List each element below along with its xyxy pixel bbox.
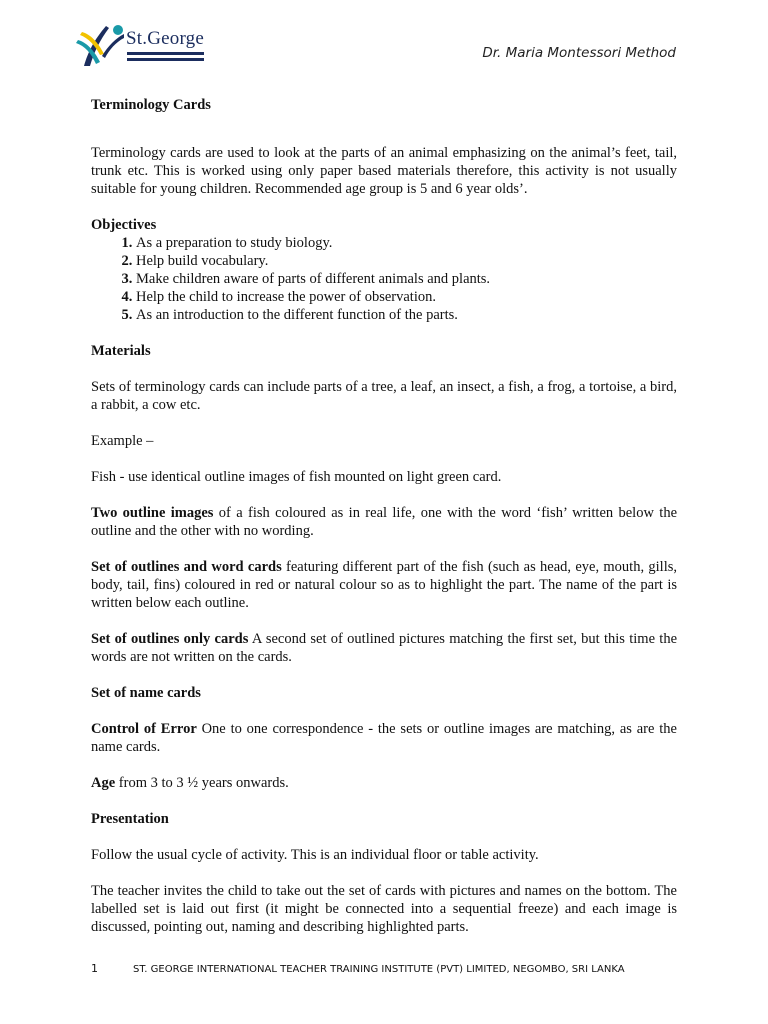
outlines-only-text: A second set of outlined pictures matching the first set, but this time the words are not written on the cards. xyxy=(91,631,678,665)
presentation-paragraph-2: The teacher invites the child to take out the set of cards with pictures and names on the bottom. The labelled set is laid out first (it might be connected into a sequential freeze) and each image is discussed, pointing out, naming and describing highlighted parts. xyxy=(91,883,677,935)
intro-paragraph: Terminology cards are used to look at the parts of an animal emphasizing on the animal’s feet, tail, trunk etc. This is worked using only paper based materials therefore, this activity is not usually suitable for young children. Recommended age group is 5 and 6 year olds’. xyxy=(91,145,677,197)
materials-paragraph: Sets of terminology cards can include parts of a tree, a leaf, an insect, a fish, a frog, a tortoise, a bird, a rabbit, a cow etc. xyxy=(91,379,677,413)
logo xyxy=(76,22,208,68)
list-item: 2. Help build vocabulary. xyxy=(136,252,677,270)
control-paragraph xyxy=(91,720,677,756)
list-item: 4. Help the child to increase the power of observation. xyxy=(136,288,677,306)
objectives-heading: Objectives xyxy=(91,217,157,233)
outlines-only-label: Set of outlines only cards xyxy=(91,631,249,647)
logo-text: St.George xyxy=(126,28,204,49)
header-title: Dr. Maria Montessori Method xyxy=(482,45,676,61)
control-label: Control of Error xyxy=(91,721,197,737)
presentation-paragraph-1: Follow the usual cycle of activity. This is an individual floor or table activity. xyxy=(91,847,539,863)
fish-paragraph: Fish - use identical outline images of fish mounted on light green card. xyxy=(91,469,502,485)
control-text: One to one correspondence - the sets or outline images are matching, as are the name cards. xyxy=(91,721,677,755)
footer-text: ST. GEORGE INTERNATIONAL TEACHER TRAINING INSTITUTE (PVT) LIMITED, NEGOMBO, SRI LANKA xyxy=(133,964,625,975)
age-label: Age xyxy=(91,775,116,791)
outlines-words-paragraph xyxy=(91,558,677,612)
outlines-words-label: Set of outlines and word cards xyxy=(91,559,282,575)
list-item: 1. As a preparation to study biology. xyxy=(136,234,677,252)
name-cards-heading: Set of name cards xyxy=(91,685,201,701)
page-number: 1 xyxy=(91,962,98,975)
logo-underline xyxy=(127,52,204,55)
document-body xyxy=(91,96,677,936)
age-paragraph xyxy=(91,774,677,792)
age-text: from 3 to 3 ½ years onwards. xyxy=(115,775,289,791)
list-item: 3. Make children aware of parts of different animals and plants. xyxy=(136,270,677,288)
objectives-list xyxy=(91,234,677,324)
two-outline-text: of a fish coloured as in real life, one with the word ‘fish’ written below the outline and the other with no wording. xyxy=(91,505,678,539)
logo-underline xyxy=(127,58,204,61)
outlines-only-paragraph xyxy=(91,630,677,666)
outlines-words-text: featuring different part of the fish (such as head, eye, mouth, gills, body, tail, fins) coloured in red or natural colour so as to highlight the part. The name of the part is written below each outline. xyxy=(91,559,677,611)
page-title: Terminology Cards xyxy=(91,97,211,113)
list-item: 5. As an introduction to the different function of the parts. xyxy=(136,306,677,324)
page-header xyxy=(0,0,768,80)
two-outline-label: Two outline images xyxy=(91,505,214,521)
two-outline-paragraph xyxy=(91,504,677,540)
page-footer xyxy=(91,962,691,975)
presentation-heading: Presentation xyxy=(91,811,169,827)
example-label: Example – xyxy=(91,433,154,449)
st-george-emblem-icon xyxy=(76,22,126,68)
materials-heading: Materials xyxy=(91,343,151,359)
